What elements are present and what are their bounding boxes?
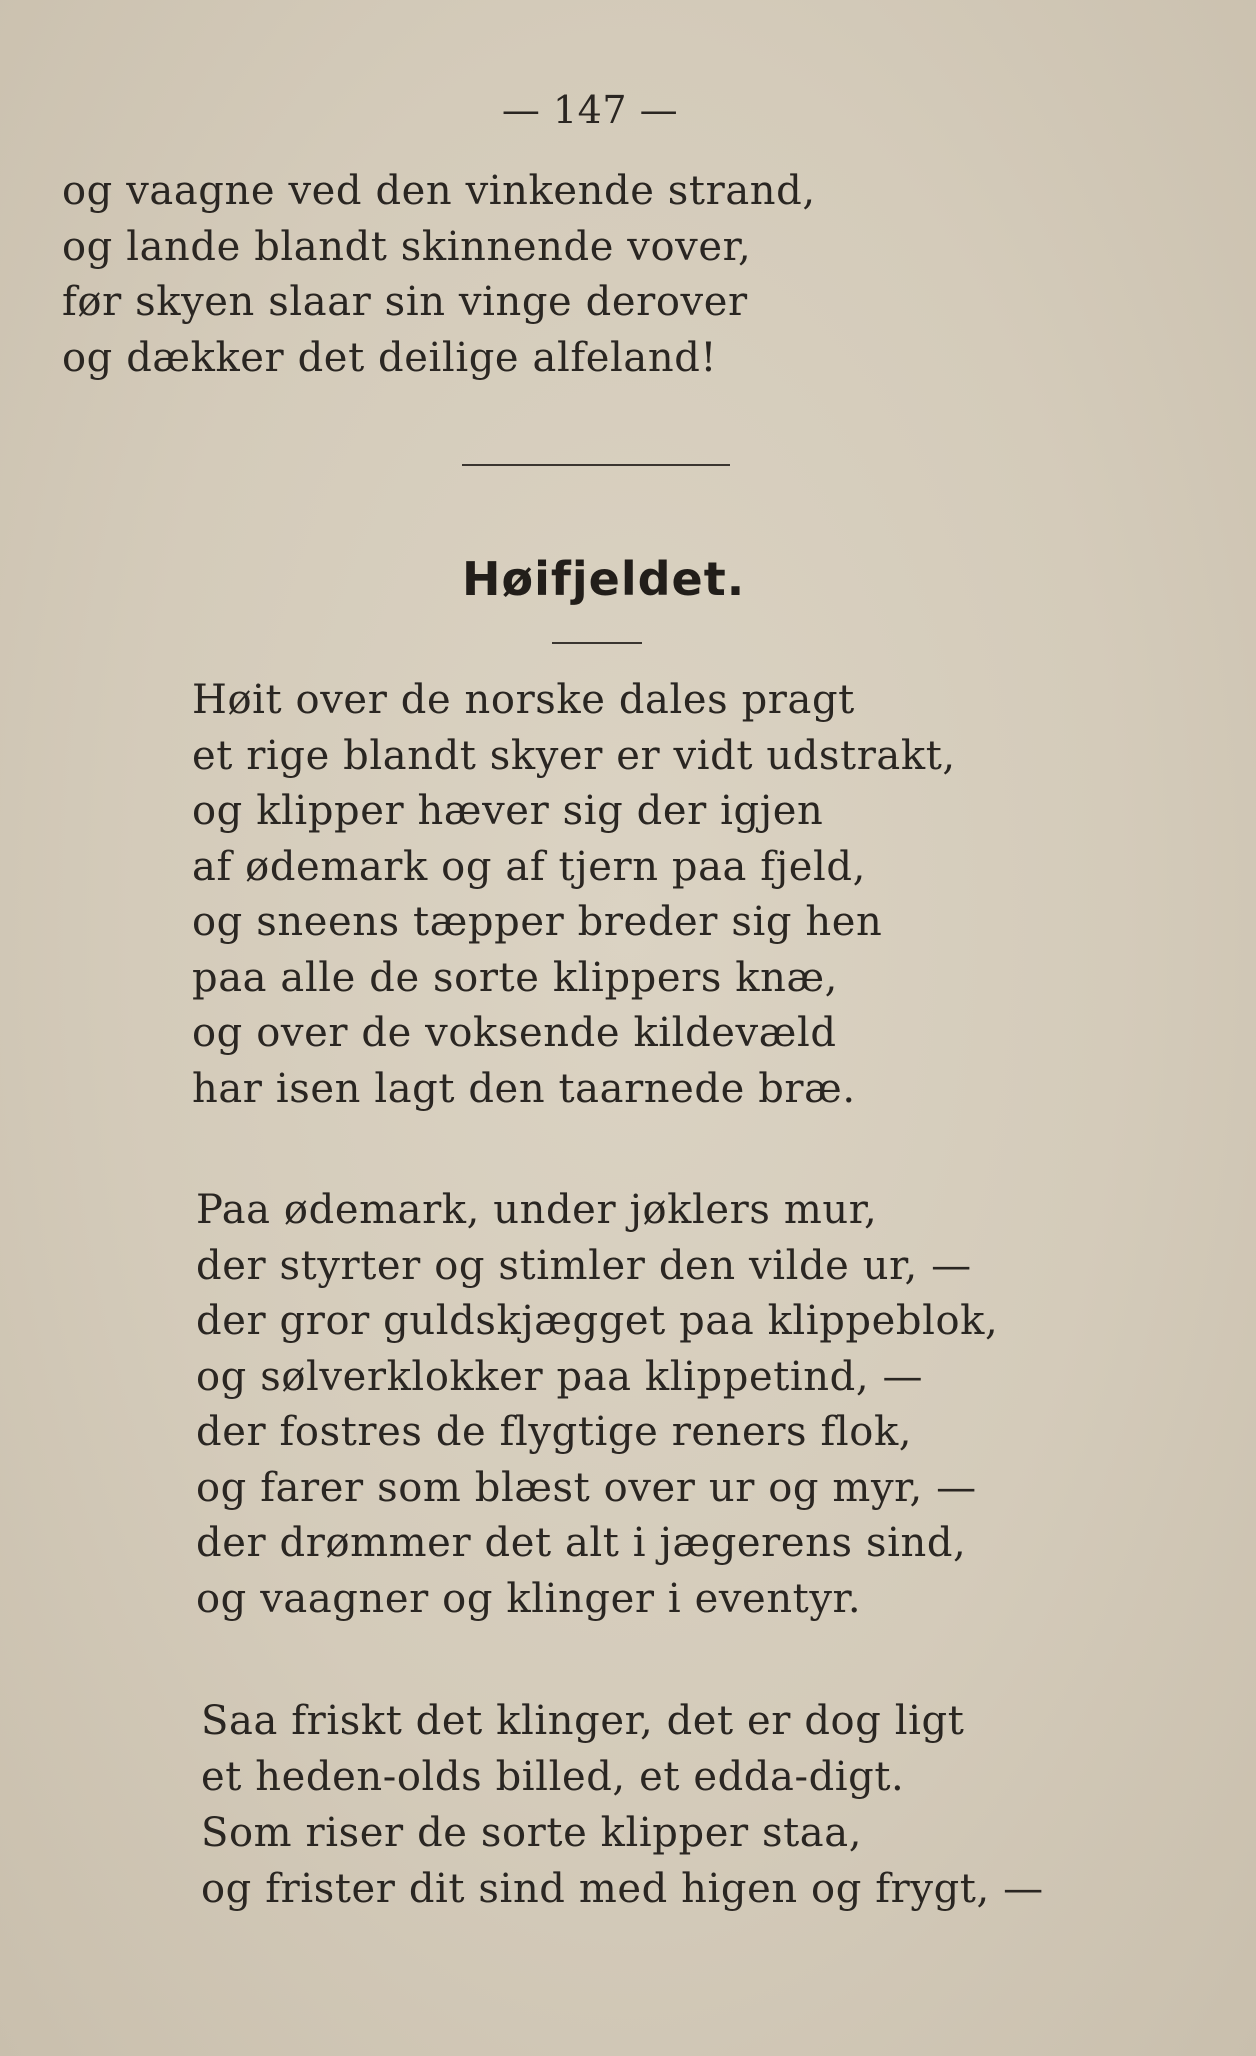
verse-line: der fostres de flygtige reners flok, (196, 1409, 913, 1455)
verse-line: af ødemark og af tjern paa fjeld, (192, 843, 866, 890)
verse-line: og vaagne ved den vinkende strand, (62, 168, 816, 214)
continued-stanza (62, 164, 816, 386)
verse-line: Som riser de sorte klipper staa, (201, 1810, 863, 1856)
verse-line: og sneens tæpper breder sig hen (192, 899, 883, 945)
stanza-1 (192, 673, 956, 1117)
verse-line: paa alle de sorte klippers knæ, (192, 954, 839, 1001)
verse-line: og vaagner og klinger i eventyr. (196, 1575, 862, 1622)
verse-line: Høit over de norske dales pragt (192, 677, 855, 723)
verse-line: et heden-olds billed, et edda-digt. (201, 1754, 905, 1800)
verse-line: og dækker det deilige alfeland! (62, 334, 718, 381)
verse-line: et rige blandt skyer er vidt udstrakt, (192, 732, 956, 779)
verse-line: Paa ødemark, under jøklers mur, (196, 1187, 878, 1233)
verse-line: og klipper hæver sig der igjen (192, 788, 824, 834)
verse-line: Saa friskt det klinger, det er dog ligt (201, 1698, 965, 1744)
verse-line: og over de voksende kildevæld (192, 1010, 837, 1056)
section-divider (462, 464, 730, 466)
verse-line: og lande blandt skinnende vover, (62, 223, 752, 270)
verse-line: der gror guldskjægget paa klippeblok, (196, 1298, 999, 1344)
verse-line: før skyen slaar sin vinge derover (62, 279, 748, 325)
page-number: — 147 — (501, 88, 679, 132)
verse-line: der drømmer det alt i jægerens sind, (196, 1520, 967, 1566)
verse-line: og sølverklokker paa klippetind, — (196, 1353, 924, 1400)
stanza-2 (196, 1183, 998, 1627)
stanza-3 (201, 1693, 1044, 1917)
verse-line: og frister dit sind med higen og frygt, — (201, 1866, 1044, 1912)
title-underline (552, 642, 642, 644)
verse-line: der styrter og stimler den vilde ur, — (196, 1242, 972, 1289)
verse-line: og farer som blæst over ur og myr, — (196, 1464, 977, 1511)
poem-title: Høifjeldet. (462, 552, 746, 606)
verse-line: har isen lagt den taarnede bræ. (192, 1065, 856, 1112)
